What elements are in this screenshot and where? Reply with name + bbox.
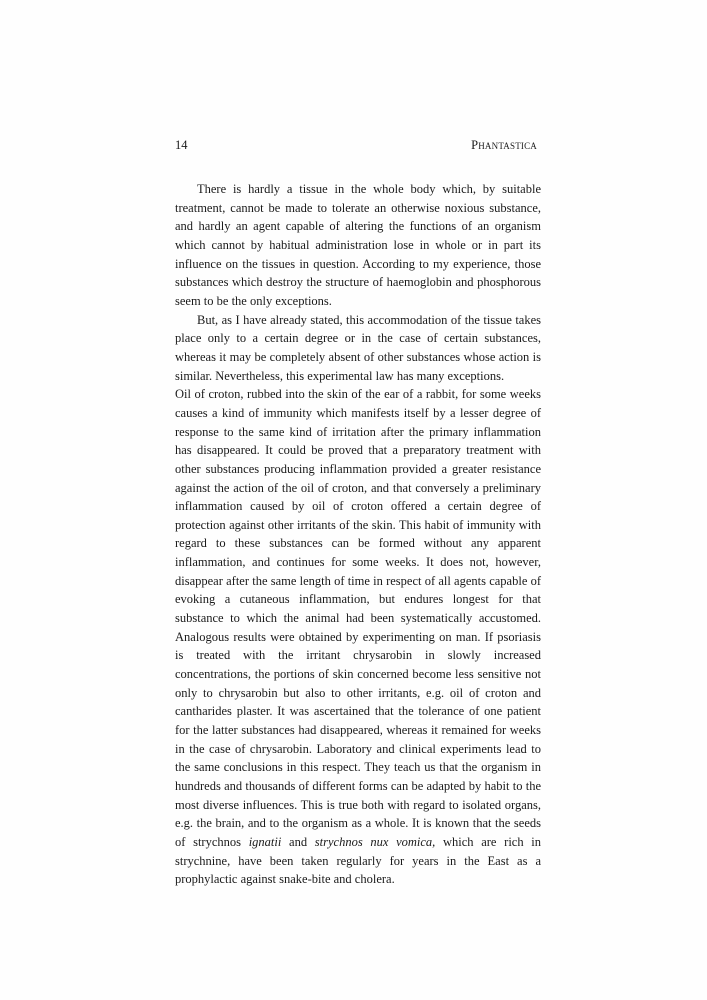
running-head xyxy=(175,138,537,156)
italic-term-strychnos-nux-vomica: strychnos nux vomica, xyxy=(314,834,436,849)
page-number: 14 xyxy=(175,138,188,152)
paragraph-2: But, as I have already stated, this accommodation of the tissue takes place only to a certain degree or in the case of certain substances, whereas it may be completely absent of other substances whose action is similar. Nevertheless, this experimental law has many exceptions. xyxy=(175,312,541,383)
paragraph-3-ending: which are rich in strychnine, have been taken regularly for years in the East as a prophylactic against snake-bite and cholera. xyxy=(175,834,541,887)
paragraph-1: There is hardly a tissue in the whole body which, by suitable treatment, cannot be made to tolerate an otherwise noxious substance, and hardly an agent capable of altering the functions of an organism which cannot by habitual administration lose in whole or in part its influence on the tissues in question. According to my experience, those substances which destroy the structure of haemoglobin and phosphorous seem to be the only exceptions. xyxy=(175,182,541,308)
paragraph-3-conjunction: and xyxy=(281,834,315,849)
body-text xyxy=(175,180,541,889)
running-title: Phantastica xyxy=(471,138,537,152)
paragraph-3 xyxy=(175,385,541,889)
paragraph-3-text: Oil of croton, rubbed into the skin of the ear of a rabbit, for some weeks causes a kind of immunity which manifests itself by a lesser degree of response to the same kind of irritation after the primary inflammation has disappeared. It could be proved that a preparatory treatment with other substances producing inflammation provided a greater resistance against the action of the oil of croton, and that conversely a preliminary inflammation caused by oil of croton offered a certain degree of protection against other irritants of the skin. This habit of immunity with regard to these substances can be formed without any apparent inflammation, and continues for some weeks. It does not, however, disappear after the same length of time in respect of all agents capable of evoking a cutaneous inflammation, but endures longest for that substance to which the animal had been systematically accustomed. Analogous results were obtained by experimenting on man. If psoriasis is treated with the irritant chrysarobin in slowly increased concentrations, the portions of skin concerned become less sensitive not only to chrysarobin but also to other irritants, e.g. oil of croton and cantharides plaster. It was ascertained that the tolerance of one patient for the latter substances had disappeared, whereas it remained for weeks in the case of chrysarobin. Laboratory and clinical experiments lead to the same conclusions in this respect. They teach us that the organism in hundreds and thousands of different forms can be adapted by habit to the most diverse influences. This is true both with regard to isolated organs, e.g. the brain, and to the organism as a whole. It is known that the seeds of strychnos xyxy=(175,387,541,849)
italic-term-ignatii: ignatii xyxy=(248,834,282,849)
